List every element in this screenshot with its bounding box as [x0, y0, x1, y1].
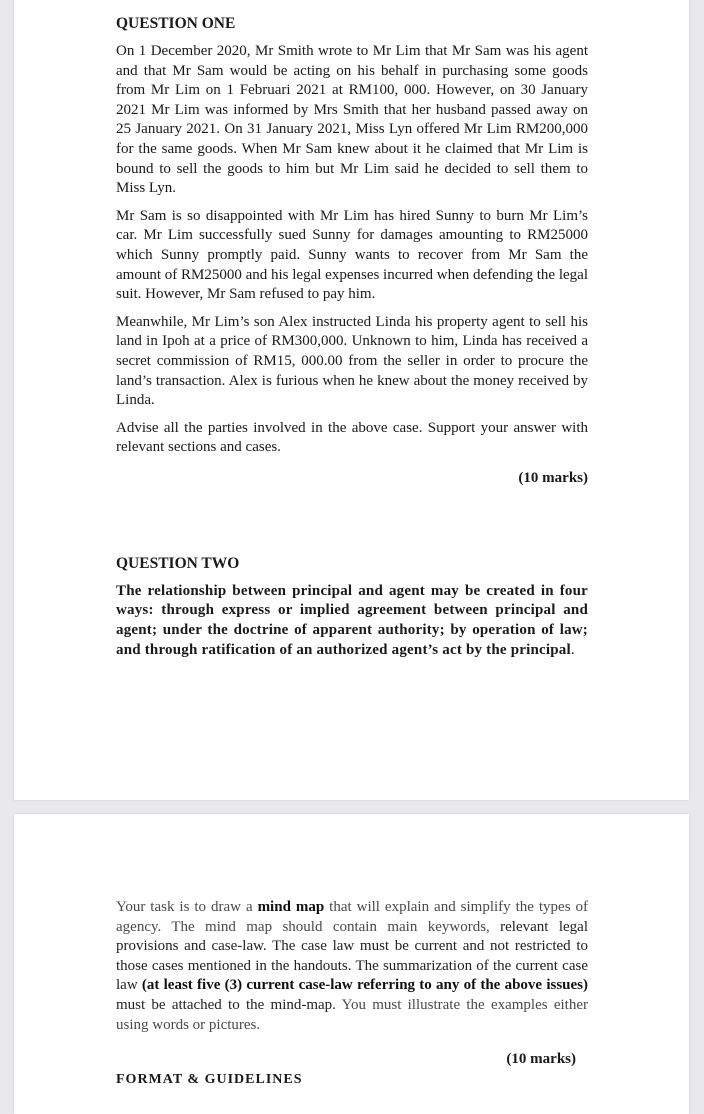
question-one-paragraph-2: Mr Sam is so disappointed with Mr Lim has hired Sunny to burn Mr Lim’s car. Mr Lim successfully sued Sunny for damages amounting to RM25000 which Sunny promptly paid. Sunny wants to recover from Mr Sam the amount of RM25000 and his legal expenses incurred when defending the legal suit. However, Mr Sam refused to pay him. — [116, 207, 588, 303]
page-2-content — [116, 898, 588, 1069]
question-one-paragraph-4: Advise all the parties involved in the above case. Support your answer with relevant sections and cases. — [116, 419, 588, 456]
task-text-4: must be attached to the mind-map. — [116, 996, 336, 1013]
document-page-2 — [14, 814, 689, 1114]
task-instructions — [116, 898, 588, 1035]
task-mind-map: mind map — [257, 899, 325, 915]
format-guidelines-heading: FORMAT & GUIDELINES — [116, 1072, 303, 1087]
question-one-paragraph-3: Meanwhile, Mr Lim’s son Alex instructed Linda his property agent to sell his land in Ipoh at a price of RM300,000. Unknown to him, Linda has received a secret commission of RM15, 000.00 from the seller in order to procure the land’s transaction. Alex is furious when he knew about the money received by Linda. — [116, 313, 588, 409]
question-two-statement — [116, 582, 588, 660]
question-one-heading: QUESTION ONE — [116, 15, 236, 32]
task-case-law-count: (at least five (3) current case-law referring to any of the above issues) — [141, 977, 588, 994]
question-one-marks: (10 marks) — [518, 469, 588, 486]
task-text-2: that will explain and simplify the types of agency. The mind map should contain main keywords, — [116, 899, 589, 935]
question-two-marks: (10 marks) — [506, 1051, 576, 1068]
question-one-paragraph-1: On 1 December 2020, Mr Smith wrote to Mr Lim that Mr Sam was his agent and that Mr Sam would be acting on his behalf in purchasing some goods from Mr Lim on 1 Februari 2021 at RM100, 000. However, on 30 January 2021 Mr Lim was informed by Mrs Smith that her husband passed away on 25 January 2021. On 31 January 2021, Miss Lyn offered Mr Lim RM200,000 for the same goods. When Mr Sam knew about it he claimed that Mr Lim is bound to sell the goods to him but Mr Lim said he decided to sell them to Miss Lyn. — [116, 43, 588, 197]
question-two-heading: QUESTION TWO — [116, 554, 240, 572]
document-page-1 — [14, 0, 689, 800]
question-two-period: . — [570, 641, 575, 658]
task-text-1: Your task is to draw a — [116, 899, 258, 915]
question-two-text: The relationship between principal and agent may be created in four ways: through express or implied agreement between principal and agent; under the doctrine of apparent authority; by operation of law; and through ratification of an authorized agent’s act by the principal — [116, 582, 588, 658]
task-text-3: relevant legal provisions and case-law. The case law must be current and not restricted to those cases mentioned in the handouts. The summarization of the current case law — [116, 918, 588, 994]
page-1-content — [116, 14, 588, 668]
section-spacer — [116, 488, 588, 554]
task-text-5: You must illustrate the examples either using words or pictures. — [116, 996, 588, 1033]
